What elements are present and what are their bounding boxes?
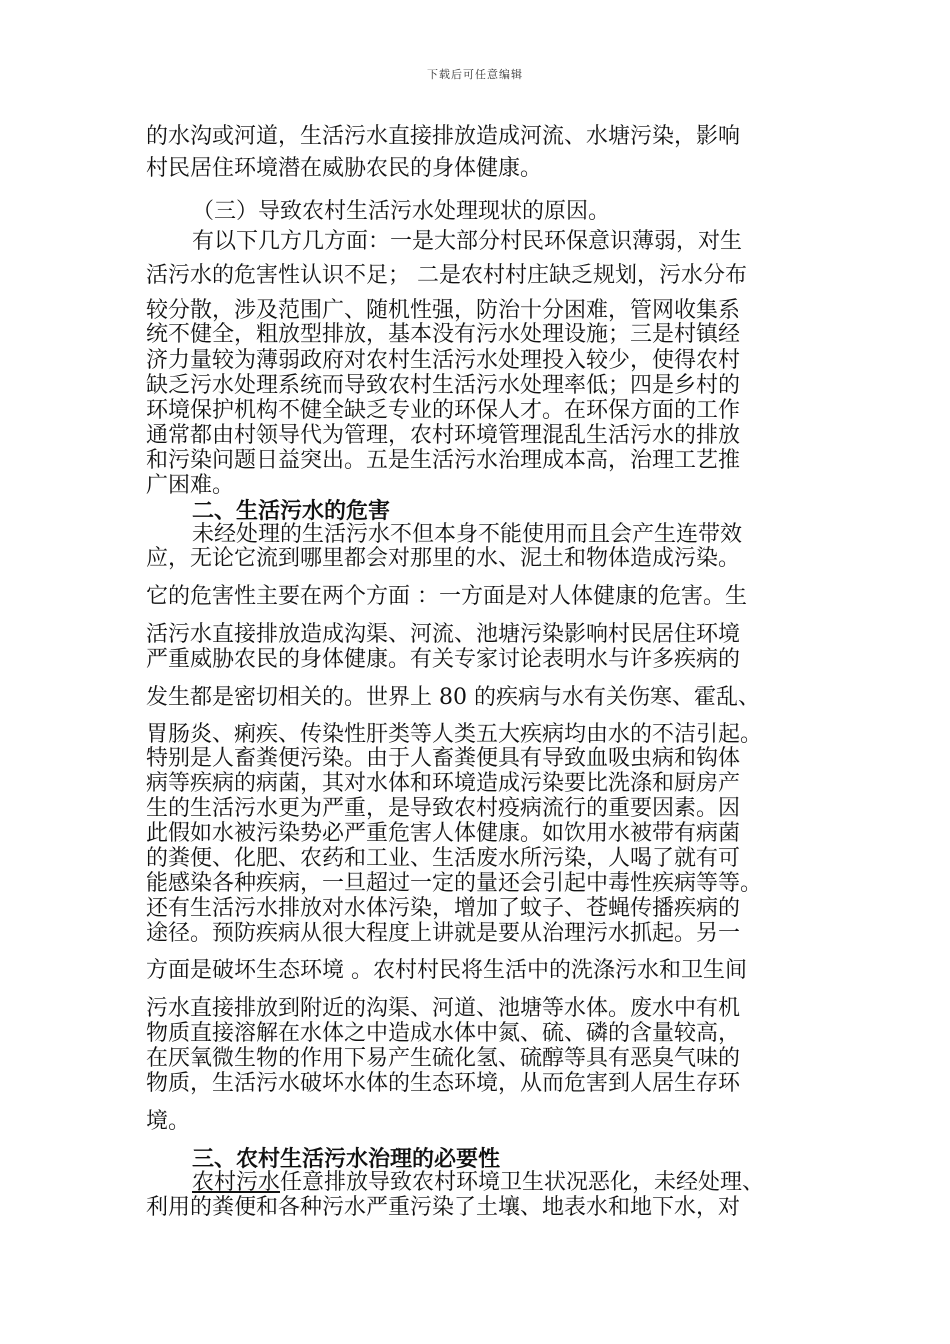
page-header: 下载后可任意编辑 [427,68,523,81]
text-line: 生的生活污水更为严重，是导致农村疫病流行的重要因素。因 [146,796,741,821]
text-line: 应，无论它流到哪里都会对那里的水、泥土和物体造成污染。 [146,546,741,571]
section-heading: 二、生活污水的危害 [192,498,391,524]
text-line: 的水沟或河道，生活污水直接排放造成河流、水塘污染，影响 [146,124,741,149]
text-line: 有以下几方几方面：一是大部分村民环保意识薄弱，对生 [192,229,743,254]
text-line: 严重威胁农民的身体健康。有关专家讨论表明水与许多疾病的 [146,647,741,672]
text-line: 活污水的危害性认识不足； 二是农村村庄缺乏规划，污水分布 [146,263,747,288]
text-line: 途径。预防疾病从很大程度上讲就是要从治理污水抓起。另一 [146,921,741,946]
text-line: 济力量较为薄弱政府对农村生活污水处理投入较少，使得农村 [146,348,741,373]
text-line: 统不健全，粗放型排放，基本没有污水处理设施；三是村镇经 [146,322,741,347]
text-line: 在厌氧微生物的作用下易产生硫化氢、硫醇等具有恶臭气味的 [146,1046,741,1071]
text-line-with-link [192,1170,882,1196]
section-heading: 三、农村生活污水治理的必要性 [192,1146,501,1172]
text-span: 任意排放导致农村环境卫生状况恶化，未经处理、 [280,1170,765,1195]
text-line: 物质，生活污水破坏水体的生态环境，从而危害到人居生存环 [146,1071,741,1096]
text-line: 较分散，涉及范围广、随机性强，防治十分困难，管网收集系 [146,298,741,323]
text-line: 病等疾病的病菌，其对水体和环境造成污染要比洗涤和厨房产 [146,771,741,796]
text-line: 未经处理的生活污水不但本身不能使用而且会产生连带效 [192,522,743,547]
text-line: 物质直接溶解在水体之中造成水体中氮、硫、磷的含量较高， [146,1021,741,1046]
text-line: 广困难。 [146,473,235,498]
text-line: 方面是破坏生态环境 。农村村民将生活中的洗涤污水和卫生间 [146,958,747,983]
text-line: 它的危害性主要在两个方面 ：一方面是对人体健康的危害。生 [146,584,747,609]
text-line: 环境保护机构不健全缺乏专业的环保人才。在环保方面的工作 [146,398,741,423]
text-line: 的粪便、化肥、农药和工业、生活废水所污染，人喝了就有可 [146,846,741,871]
text-line: 胃肠炎、痢疾、传染性肝类等人类五大疾病均由水的不洁引起。 [146,722,763,747]
text-line: 境。 [146,1109,191,1134]
text-line: 特别是人畜粪便污染。由于人畜粪便具有导致血吸虫病和钩体 [146,746,741,771]
text-line: 能感染各种疾病，一旦超过一定的量还会引起中毒性疾病等等。 [146,871,763,896]
text-line: 此假如水被污染势必严重危害人体健康。如饮用水被带有病菌 [146,821,741,846]
text-line: 缺乏污水处理系统而导致农村生活污水处理率低；四是乡村的 [146,373,741,398]
text-line: 发生都是密切相关的。世界上 80 的疾病与水有关伤寒、霍乱、 [146,685,760,710]
text-line: 村民居住环境潜在威胁农民的身体健康。 [146,156,543,181]
text-line: 污水直接排放到附近的沟渠、河道、池塘等水体。废水中有机 [146,996,741,1021]
text-line: 还有生活污水排放对水体污染，增加了蚊子、苍蝇传播疾病的 [146,896,741,921]
text-line: 活污水直接排放造成沟渠、河流、池塘污染影响村民居住环境 [146,622,741,647]
rural-sewage-link[interactable]: 农村污水 [192,1170,281,1195]
text-line: 利用的粪便和各种污水严重污染了土壤、地表水和地下水，对 [146,1195,741,1220]
text-line: （三）导致农村生活污水处理现状的原因。 [192,199,611,224]
text-line: 和污染问题日益突出。五是生活污水治理成本高，治理工艺推 [146,448,741,473]
text-line: 通常都由村领导代为管理，农村环境管理混乱生活污水的排放 [146,423,741,448]
